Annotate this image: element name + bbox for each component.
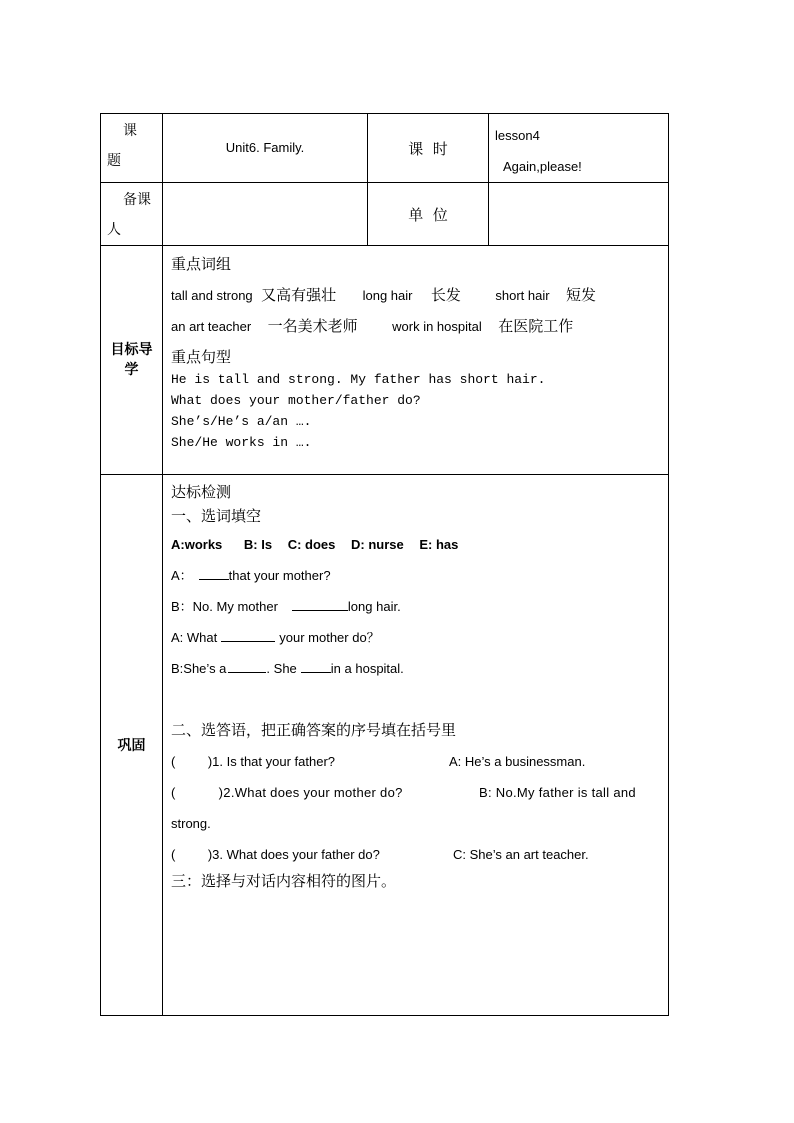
practice-content-cell xyxy=(163,475,669,1016)
phrases-line-1 xyxy=(171,280,662,311)
match-wrap: strong. xyxy=(171,816,211,831)
fill-text: in a hospital. xyxy=(330,661,404,676)
fill-text: . She xyxy=(266,661,297,676)
header-row xyxy=(101,114,669,183)
unit-title-cell xyxy=(163,114,368,183)
match-question: ( )2.What does your mother do? xyxy=(171,785,403,800)
phrase-en: long hair xyxy=(362,288,413,303)
topic-label-cell xyxy=(101,114,163,183)
topic-label-line1: 课 xyxy=(123,123,137,139)
word-bank-item: B: Is xyxy=(243,537,273,552)
phrase-en: work in hospital xyxy=(392,319,482,334)
word-bank-item: C: does xyxy=(287,537,336,552)
phrases-heading: 重点词组 xyxy=(171,255,232,273)
lesson-cell xyxy=(489,114,669,183)
fill-line-1 xyxy=(171,560,662,591)
practice-label: 巩固 xyxy=(117,738,146,754)
sentence: She/He works in …. xyxy=(171,435,312,450)
part1-title: 一、选词填空 xyxy=(171,507,262,525)
period-label-cell xyxy=(368,114,489,183)
part3-title: 三：选择与对话内容相符的图片。 xyxy=(171,872,397,890)
goals-label-line1: 目标导 xyxy=(110,342,153,358)
phrase-en: an art teacher xyxy=(171,319,252,334)
answer-blank[interactable] xyxy=(199,567,229,580)
answer-blank[interactable] xyxy=(221,629,275,642)
topic-label-line2: 题 xyxy=(107,153,121,169)
practice-heading: 达标检测 xyxy=(171,483,232,501)
phrase-en: tall and strong xyxy=(171,288,253,303)
match-question: ( )1. Is that your father? xyxy=(171,754,336,769)
fill-line-3 xyxy=(171,622,662,653)
phrase-zh: 又高有强壮 xyxy=(261,286,337,304)
practice-label-cell xyxy=(101,475,163,1016)
phrases-line-2 xyxy=(171,311,662,342)
phrase-zh: 一名美术老师 xyxy=(267,317,358,335)
word-bank xyxy=(171,530,662,560)
match-question: ( )3. What does your father do? xyxy=(171,847,380,862)
fill-text: B:She’s a xyxy=(171,661,227,676)
match-answer: B: No.My father is tall and xyxy=(479,785,636,800)
fill-text: A： xyxy=(171,568,193,583)
preparer-label-cell xyxy=(101,183,163,246)
lesson-plan-table xyxy=(100,113,669,1016)
phrase-zh: 在医院工作 xyxy=(498,317,574,335)
fill-text: your mother do？ xyxy=(279,630,380,645)
unit-label-cell xyxy=(368,183,489,246)
goals-label-line2: 学 xyxy=(124,362,139,378)
answer-blank[interactable] xyxy=(292,598,348,611)
preparer-label-line1: 备课 xyxy=(123,192,151,208)
phrase-zh: 短发 xyxy=(566,286,597,304)
match-answer: C: She’s an art teacher. xyxy=(453,847,589,862)
word-bank-item: D: nurse xyxy=(351,537,404,552)
phrase-en: short hair xyxy=(495,288,550,303)
preparer-row xyxy=(101,183,669,246)
goals-content-cell xyxy=(163,246,669,475)
period-label: 课 时 xyxy=(408,139,448,158)
unit-value-cell xyxy=(489,183,669,246)
word-bank-item: E: has xyxy=(419,537,459,552)
fill-text: B：No. My mother xyxy=(171,599,278,614)
sentence: She’s/He’s a/an …. xyxy=(171,414,312,429)
part2-title: 二、选答语，把正确答案的序号填在括号里 xyxy=(171,721,457,739)
fill-text: long hair. xyxy=(347,599,401,614)
practice-row xyxy=(101,475,669,1016)
fill-line-2 xyxy=(171,591,662,622)
unit-label: 单 位 xyxy=(408,205,448,224)
preparer-label-line2: 人 xyxy=(107,222,121,238)
phrase-zh: 长发 xyxy=(430,286,461,304)
lesson-number: lesson4 xyxy=(495,128,540,143)
sentences-heading: 重点句型 xyxy=(171,348,232,366)
match-line-3 xyxy=(171,839,662,870)
fill-line-4 xyxy=(171,653,662,684)
sentence: He is tall and strong. My father has short hair. xyxy=(171,372,546,387)
fill-text: that your mother? xyxy=(228,568,331,583)
answer-blank[interactable] xyxy=(301,660,331,673)
word-bank-item: A:works xyxy=(171,537,223,552)
fill-text: A: What xyxy=(171,630,218,645)
match-answer: A: He’s a businessman. xyxy=(449,754,586,769)
unit-title: Unit6. Family. xyxy=(225,140,305,155)
answer-blank[interactable] xyxy=(228,660,266,673)
goals-label-cell xyxy=(101,246,163,475)
goals-row xyxy=(101,246,669,475)
preparer-value-cell xyxy=(163,183,368,246)
match-line-2 xyxy=(171,777,662,808)
lesson-subtitle: Again,please! xyxy=(503,159,582,174)
match-line-1 xyxy=(171,746,662,777)
sentence: What does your mother/father do? xyxy=(171,393,421,408)
sentence-list xyxy=(171,369,662,453)
